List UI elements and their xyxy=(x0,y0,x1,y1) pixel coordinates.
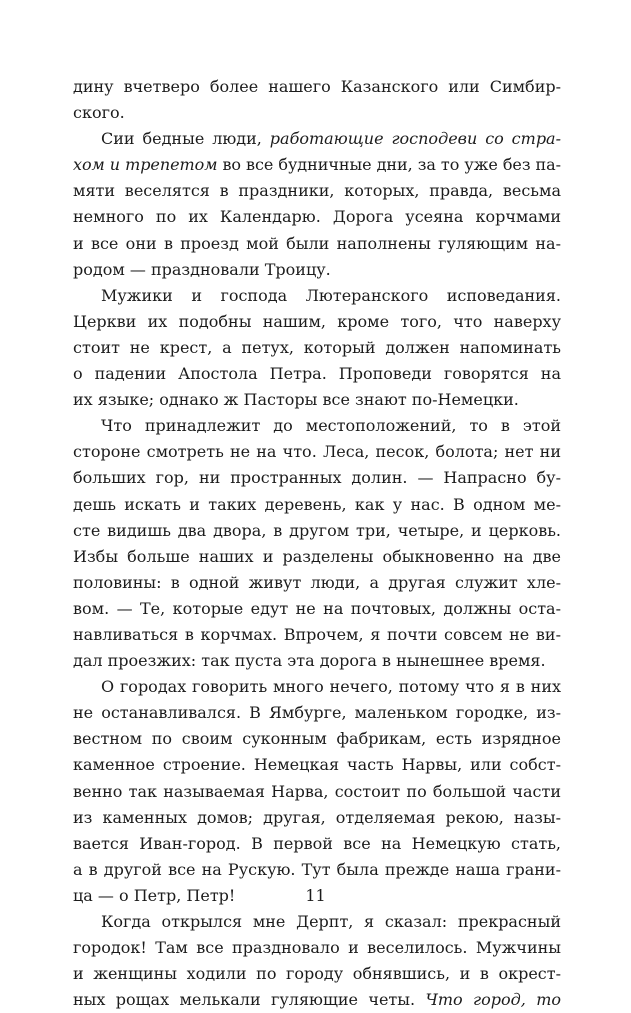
text-line xyxy=(73,361,561,387)
text-line xyxy=(73,831,561,857)
text-segment: больших гор, ни пространных долин. — Напрасно бу- xyxy=(73,468,561,488)
italic-segment: работающие господеви со стра- xyxy=(269,129,561,149)
body-text xyxy=(73,74,561,1013)
italic-segment: Что город, то xyxy=(425,990,562,1010)
paragraph xyxy=(73,413,561,674)
text-segment: дал проезжих: так пуста эта дорога в нынешнее время. xyxy=(73,651,546,671)
text-segment: О городах говорить много нечего, потому что я в них xyxy=(101,677,561,697)
paragraph xyxy=(73,909,561,1013)
text-line xyxy=(73,257,561,283)
text-line xyxy=(73,779,561,805)
text-line xyxy=(73,74,561,100)
text-segment: во все будничные дни, за то уже без па- xyxy=(217,155,561,175)
text-segment: Избы больше наших и разделены обыкновенно на две xyxy=(73,546,561,566)
text-line xyxy=(73,987,561,1013)
text-line xyxy=(73,204,561,230)
text-line xyxy=(73,544,561,570)
page-number: 11 xyxy=(305,886,326,905)
text-segment: ского. xyxy=(73,103,125,123)
text-line xyxy=(73,857,561,883)
text-line xyxy=(73,492,561,518)
text-line xyxy=(73,596,561,622)
text-line xyxy=(73,805,561,831)
text-segment: не останавливался. В Ямбурге, маленьком городке, из- xyxy=(73,703,561,723)
text-line xyxy=(73,961,561,987)
text-segment: вестном по своим суконным фабрикам, есть изрядное xyxy=(73,729,561,749)
text-line xyxy=(73,465,561,491)
text-line xyxy=(73,439,561,465)
text-line xyxy=(73,700,561,726)
text-line xyxy=(73,387,561,413)
text-segment: Церкви их подобны нашим, кроме того, что наверху xyxy=(73,311,561,331)
text-line xyxy=(73,283,561,309)
text-line xyxy=(73,726,561,752)
text-line xyxy=(73,570,561,596)
text-segment: вом. — Те, которые едут не на почтовых, должны оста- xyxy=(73,598,561,618)
text-line xyxy=(73,100,561,126)
paragraph xyxy=(73,74,561,126)
text-segment: половины: в одной живут люди, а другая служит хле- xyxy=(73,572,561,592)
text-line xyxy=(73,909,561,935)
text-segment: их языке; однако ж Пасторы все знают по-Немецки. xyxy=(73,390,519,410)
text-segment: сте видишь два двора, в другом три, четыре, и церковь. xyxy=(73,520,561,540)
text-segment: а в другой все на Рускую. Тут была прежде наша грани- xyxy=(73,859,561,879)
text-segment: родом — праздновали Троицу. xyxy=(73,259,331,279)
text-segment: венно так называемая Нарва, состоит по большой части xyxy=(73,781,561,801)
text-segment: дину вчетверо более нашего Казанского или Симбир- xyxy=(73,77,561,96)
text-segment: Когда открылся мне Дерпт, я сказал: прекрасный xyxy=(101,912,561,931)
text-segment: стоит не крест, а петух, который должен напоминать xyxy=(73,337,561,357)
text-line xyxy=(73,622,561,648)
paragraph xyxy=(73,674,561,909)
text-line xyxy=(73,335,561,361)
text-line xyxy=(73,752,561,778)
text-segment: каменное строение. Немецкая часть Нарвы, или собст- xyxy=(73,755,561,775)
text-line xyxy=(73,674,561,700)
text-line xyxy=(73,178,561,204)
text-line xyxy=(73,152,561,178)
text-segment: и все они в проезд мой были наполнены гуляющим на- xyxy=(73,233,561,253)
text-segment: стороне смотреть не на что. Леса, песок, болота; нет ни xyxy=(73,442,561,462)
text-segment: о падении Апостола Петра. Проповеди говорятся на xyxy=(73,364,561,384)
text-line xyxy=(73,231,561,257)
text-line xyxy=(73,126,561,152)
text-segment: ца — о Петр, Петр! xyxy=(73,885,236,905)
text-segment: и женщины ходили по городу обнявшись, и в окрест- xyxy=(73,964,561,984)
text-line xyxy=(73,413,561,439)
text-segment: Что принадлежит до местоположений, то в этой xyxy=(101,416,561,436)
text-segment: вается Иван-город. В первой все на Немецкую стать, xyxy=(73,833,561,853)
paragraph xyxy=(73,126,561,283)
text-segment: городок! Там все праздновало и веселилось. Мужчины xyxy=(73,938,561,958)
text-segment: Мужики и господа Лютеранского исповедания. xyxy=(101,285,561,305)
text-line xyxy=(73,309,561,335)
text-segment: из каменных домов; другая, отделяемая рекою, назы- xyxy=(73,807,561,827)
text-segment: мяти веселятся в праздники, которых, правда, весьма xyxy=(73,181,561,201)
text-line xyxy=(73,648,561,674)
paragraph xyxy=(73,283,561,413)
text-segment: Сии бедные люди, xyxy=(101,129,270,149)
italic-segment: хом и трепетом xyxy=(73,155,218,175)
text-line xyxy=(73,935,561,961)
text-line xyxy=(73,518,561,544)
text-segment: немного по их Календарю. Дорога усеяна корчмами xyxy=(73,207,561,227)
text-segment: навливаться в корчмах. Впрочем, я почти совсем не ви- xyxy=(73,624,561,644)
text-segment: ных рощах мелькали гуляющие четы. xyxy=(73,990,426,1010)
text-segment: дешь искать и таких деревень, как у нас. В одном ме- xyxy=(73,494,561,514)
